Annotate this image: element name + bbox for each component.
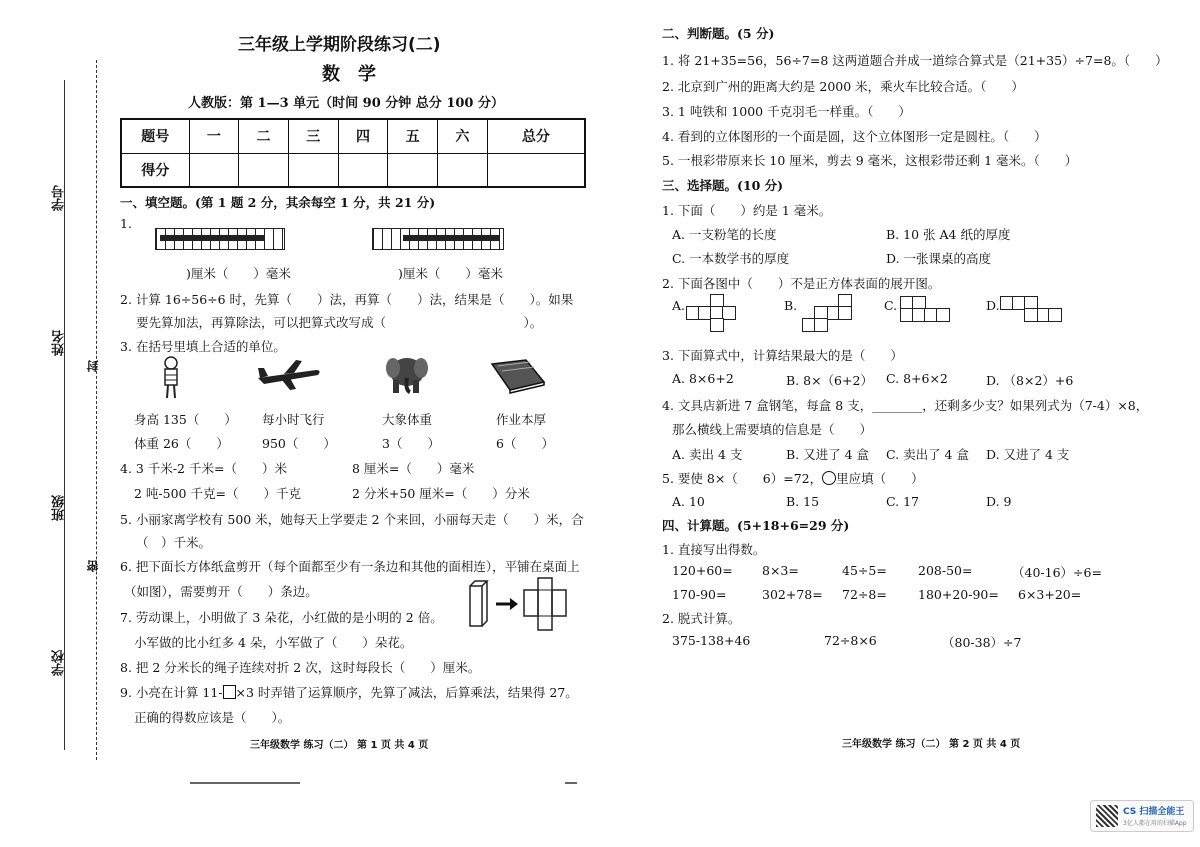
q3-notebook: 作业本厚 — [496, 412, 547, 427]
score-cell[interactable] — [388, 153, 438, 187]
name-label: 姓名 — [52, 330, 67, 356]
scan-artifact-line — [190, 782, 300, 784]
q8: 8. 把 2 分米长的绳子连续对折 2 次，这时每段长（ ）厘米。 — [120, 660, 481, 675]
subject-title: 数 学 — [322, 64, 376, 85]
choice-1-c[interactable]: C. 一本数学书的厚度 — [672, 251, 790, 266]
q3-elephant-value: 3（ ） — [382, 436, 440, 451]
choice-3-a[interactable]: A. 8×6+2 — [672, 371, 734, 386]
section-4-header: 四、计算题。(5+18+6=29 分) — [662, 518, 850, 533]
q3-height: 身高 135（ ） — [134, 412, 237, 427]
score-cell[interactable] — [189, 153, 239, 187]
section-1-header: 一、填空题。(第 1 题 2 分，其余每空 1 分，共 21 分) — [120, 195, 436, 210]
choice-4-c[interactable]: C. 卖出了 4 盒 — [886, 447, 969, 462]
choice-2-a-label[interactable]: A. — [672, 298, 686, 313]
q4-b1: 2 吨-500 千克=（ ）千克 — [134, 486, 301, 501]
binding-dashed-line — [96, 60, 97, 760]
score-table — [120, 118, 586, 188]
airplane-icon — [256, 356, 322, 392]
q3-elephant: 大象体重 — [382, 412, 433, 427]
score-header-cell: 题号 — [121, 119, 189, 153]
paper-title: 三年级上学期阶段练习(二) — [238, 35, 441, 55]
q9-line-1 — [120, 683, 578, 701]
q4-b2: 2 分米+50 厘米=（ ）分米 — [352, 486, 530, 501]
choice-3-d[interactable]: D. （8×2）+6 — [986, 373, 1074, 388]
choice-4-line-2: 那么横线上需要填的信息是（ ） — [672, 422, 873, 437]
calc-1-prompt: 1. 直接写出得数。 — [662, 542, 766, 557]
choice-5-part-a: 5. 要使 8×（ 6）=72， — [662, 471, 823, 486]
notebook-icon — [490, 358, 546, 394]
class-label: 班级 — [52, 495, 67, 521]
score-cell[interactable] — [288, 153, 338, 187]
blank-box-icon[interactable] — [223, 685, 236, 699]
q1-number: 1. — [120, 216, 132, 231]
judge-5: 5. 一根彩带原来长 10 厘米，剪去 9 毫米，这根彩带还剩 1 毫米。（ ） — [662, 153, 1078, 168]
page-1-footer: 三年级数学 练习（二） 第 1 页 共 4 页 — [250, 740, 429, 751]
score-header-cell: 三 — [288, 119, 338, 153]
q9-part-a: 9. 小亮在计算 11- — [120, 685, 223, 700]
q3-weight: 体重 26（ ） — [134, 436, 229, 451]
score-header-cell: 一 — [189, 119, 239, 153]
choice-4-line-1: 4. 文具店新进 7 盒钢笔，每盒 8 支，________，还剩多少支？如果列式为（7-4）×8， — [662, 398, 1149, 413]
cuboid-unfold-figure — [466, 576, 582, 632]
student-id-label: 学号 — [52, 185, 67, 211]
q5-line-1: 5. 小丽家离学校有 500 米，她每天上学要走 2 个来回，小丽每天走（ ）米，合 — [120, 512, 584, 527]
calc-item: 375-138+46 — [672, 633, 751, 648]
q4-a2: 8 厘米=（ ）毫米 — [352, 461, 475, 476]
score-header-cell: 总分 — [487, 119, 585, 153]
section-3-header: 三、选择题。(10 分) — [662, 178, 784, 193]
q3-notebook-value: 6（ ） — [496, 436, 554, 451]
q6-line-1: 6. 把下面长方体纸盒剪开（每个面都至少有一条边和其他的面相连），平铺在桌面上 — [120, 559, 580, 574]
judge-4: 4. 看到的立体图形的一个面是圆，这个立体图形一定是圆柱。（ ） — [662, 129, 1047, 144]
choice-5-c[interactable]: C. 17 — [886, 494, 919, 509]
calc-item: 180+20-90= — [918, 587, 999, 602]
score-header-cell: 二 — [239, 119, 289, 153]
score-header-cell: 五 — [388, 119, 438, 153]
q7-line-1: 7. 劳动课上，小明做了 3 朵花，小红做的是小明的 2 倍。 — [120, 610, 443, 625]
blank-circle-icon[interactable] — [822, 471, 836, 485]
calc-item: 170-90= — [672, 587, 727, 602]
choice-1-d[interactable]: D. 一张课桌的高度 — [886, 251, 992, 266]
ruler-a-icon — [155, 228, 285, 250]
score-cell[interactable] — [487, 153, 585, 187]
choice-5-d[interactable]: D. 9 — [986, 494, 1012, 509]
choice-2-b-label[interactable]: B. — [784, 298, 798, 313]
page-2-footer: 三年级数学 练习（二） 第 2 页 共 4 页 — [842, 739, 1021, 750]
calc-item: 120+60= — [672, 563, 733, 578]
ruler-b-icon — [372, 228, 504, 250]
calc-item: 208-50= — [918, 563, 973, 578]
q2-line-1: 2. 计算 16÷56÷6 时，先算（ ）法，再算（ ）法，结果是（ ）。如果 — [120, 292, 574, 307]
calc-item: （40-16）÷6= — [1012, 565, 1102, 580]
calc-item: 45÷5= — [842, 563, 887, 578]
choice-3-b[interactable]: B. 8×（6+2） — [786, 373, 873, 388]
choice-2: 2. 下面各图中（ ）不是正方体表面的展开图。 — [662, 276, 941, 291]
qr-code-icon — [1096, 805, 1118, 827]
choice-3: 3. 下面算式中，计算结果最大的是（ ） — [662, 348, 903, 363]
score-cell[interactable] — [438, 153, 488, 187]
score-cell[interactable] — [338, 153, 388, 187]
calc-item: 8×3= — [762, 563, 799, 578]
choice-5-b[interactable]: B. 15 — [786, 494, 820, 509]
scan-artifact-line — [565, 782, 577, 784]
q3-plane-value: 950（ ） — [262, 436, 336, 451]
choice-1: 1. 下面（ ）约是 1 毫米。 — [662, 203, 832, 218]
score-header-cell: 六 — [438, 119, 488, 153]
choice-4-d[interactable]: D. 又进了 4 支 — [986, 447, 1070, 462]
score-cell[interactable] — [239, 153, 289, 187]
q7-line-2: 小军做的比小红多 4 朵，小军做了（ ）朵花。 — [134, 635, 413, 650]
judge-1: 1. 将 21+35=56，56÷7=8 这两道题合并成一道综合算式是（21+35）÷7=8。（ ） — [662, 53, 1168, 68]
section-2-header: 二、判断题。(5 分) — [662, 26, 775, 41]
choice-1-a[interactable]: A. 一支粉笔的长度 — [672, 227, 777, 242]
choice-2-d-label[interactable]: D. — [986, 298, 1000, 313]
q3-prompt: 3. 在括号里填上合适的单位。 — [120, 339, 286, 354]
scanner-watermark — [1090, 800, 1194, 832]
q5-line-2: （ ）千米。 — [136, 535, 212, 550]
choice-5-part-b: 里应填（ ） — [836, 471, 924, 486]
scanner-logo-text: CS 扫描全能王 — [1123, 807, 1185, 817]
judge-3: 3. 1 吨铁和 1000 千克羽毛一样重。（ ） — [662, 104, 911, 119]
q2-line-2: 要先算加法，再算除法，可以把算式改写成（ ）。 — [136, 315, 543, 330]
choice-2-c-label[interactable]: C. — [884, 298, 898, 313]
choice-3-c[interactable]: C. 8+6×2 — [886, 371, 948, 386]
q3-plane: 每小时飞行 — [262, 412, 325, 427]
elephant-icon — [385, 352, 429, 394]
choice-4-b[interactable]: B. 又进了 4 盒 — [786, 447, 870, 462]
q1-answer-b: )厘米（ ）毫米 — [398, 266, 503, 281]
choice-5 — [662, 469, 924, 487]
secret-mark: 密 — [86, 560, 100, 572]
choice-1-b[interactable]: B. 10 张 A4 纸的厚度 — [886, 227, 1011, 242]
edition-info: 人教版：第 1—3 单元（时间 90 分钟 总分 100 分） — [188, 96, 504, 111]
q1-answer-a: )厘米（ ）毫米 — [186, 266, 291, 281]
seal-mark: 封 — [86, 360, 100, 372]
q9-part-b: ×3 时弄错了运算顺序，先算了减法，后算乘法，结果得 27。 — [235, 685, 578, 700]
score-header-cell: 四 — [338, 119, 388, 153]
calc-item: 302+78= — [762, 587, 823, 602]
calc-item: 72÷8×6 — [824, 633, 877, 648]
score-row-label: 得分 — [121, 153, 189, 187]
calc-item: 6×3+20= — [1018, 587, 1082, 602]
choice-5-a[interactable]: A. 10 — [672, 494, 705, 509]
calc-item: 72÷8= — [842, 587, 887, 602]
q4-a1: 4. 3 千米-2 千米=（ ）米 — [120, 461, 287, 476]
judge-2: 2. 北京到广州的距离大约是 2000 米，乘火车比较合适。（ ） — [662, 79, 1024, 94]
child-figure-icon — [158, 355, 184, 399]
choice-4-a[interactable]: A. 卖出 4 支 — [672, 447, 743, 462]
q9-line-2: 正确的得数应该是（ ）。 — [134, 710, 291, 725]
scanner-sub-text: 3亿人都在用的扫描App — [1123, 820, 1187, 827]
calc-item: （80-38）÷7 — [942, 635, 1022, 650]
calc-2-prompt: 2. 脱式计算。 — [662, 611, 741, 626]
school-label: 学校 — [52, 650, 67, 676]
q6-line-2: （如图），需要剪开（ ）条边。 — [124, 584, 318, 599]
